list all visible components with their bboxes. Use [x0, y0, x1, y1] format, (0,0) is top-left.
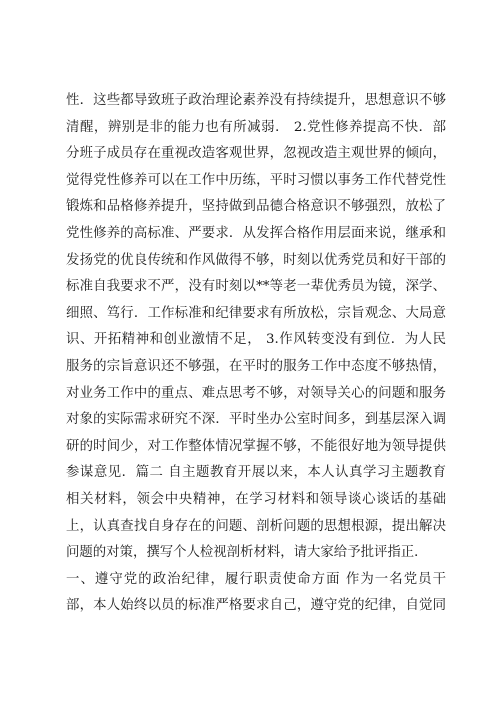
text-line: 对象的实际需求研究不深．平时坐办公室时间多，到基层深入调 — [66, 412, 446, 428]
text-line: 发扬党的优良传统和作风做得不够，时刻以优秀党员和好干部的 — [66, 252, 446, 268]
text-line: 锻炼和品格修养提升，坚持做到品德合格意识不够强烈，放松了 — [66, 199, 446, 215]
text-line: 相关材料，领会中央精神，在学习材料和领导谈心谈话的基础 — [66, 491, 446, 507]
text-line: 觉得党性修养可以在工作中历练，平时习惯以事务工作代替党性 — [66, 172, 446, 188]
text-line: 问题的对策，撰写个人检视剖析材料，请大家给予批评指正． — [66, 545, 428, 561]
text-line: 研的时间少，对工作整体情况掌握不够，不能很好地为领导提供 — [66, 438, 446, 454]
text-line: 细照、笃行．工作标准和纪律要求有所放松，宗旨观念、大局意 — [66, 305, 446, 321]
text-line: 党性修养的高标准、严要求．从发挥合格作用层面来说，继承和 — [66, 225, 446, 241]
text-line: 性．这些都导致班子政治理论素养没有持续提升，思想意识不够 — [66, 93, 446, 108]
text-line: 服务的宗旨意识还不够强，在平时的服务工作中态度不够热情， — [66, 358, 446, 374]
text-line: 参谋意见．篇二 自主题教育开展以来，本人认真学习主题教育 — [66, 465, 446, 481]
body-text — [66, 88, 446, 620]
text-line: 识、开拓精神和创业激情不足， 3.作风转变没有到位．为人民 — [66, 332, 446, 348]
text-line: 标准自我要求不严，没有时刻以**等老一辈优秀员为镜，深学、 — [66, 279, 446, 295]
text-line: 清醒，辨别是非的能力也有所减弱． 2.党性修养提高不快．部 — [66, 119, 446, 135]
text-line: 分班子成员存在重视改造客观世界，忽视改造主观世界的倾向， — [66, 146, 446, 162]
text-line: 上，认真查找自身存在的问题、剖析问题的思想根源，提出解决 — [66, 518, 446, 534]
text-line: 部，本人始终以员的标准严格要求自己，遵守党的纪律，自觉同 — [66, 598, 446, 614]
text-line: 一、遵守党的政治纪律，履行职责使命方面 作为一名党员干 — [66, 571, 446, 587]
text-line: 对业务工作中的重点、难点思考不够，对领导关心的问题和服务 — [66, 385, 446, 401]
